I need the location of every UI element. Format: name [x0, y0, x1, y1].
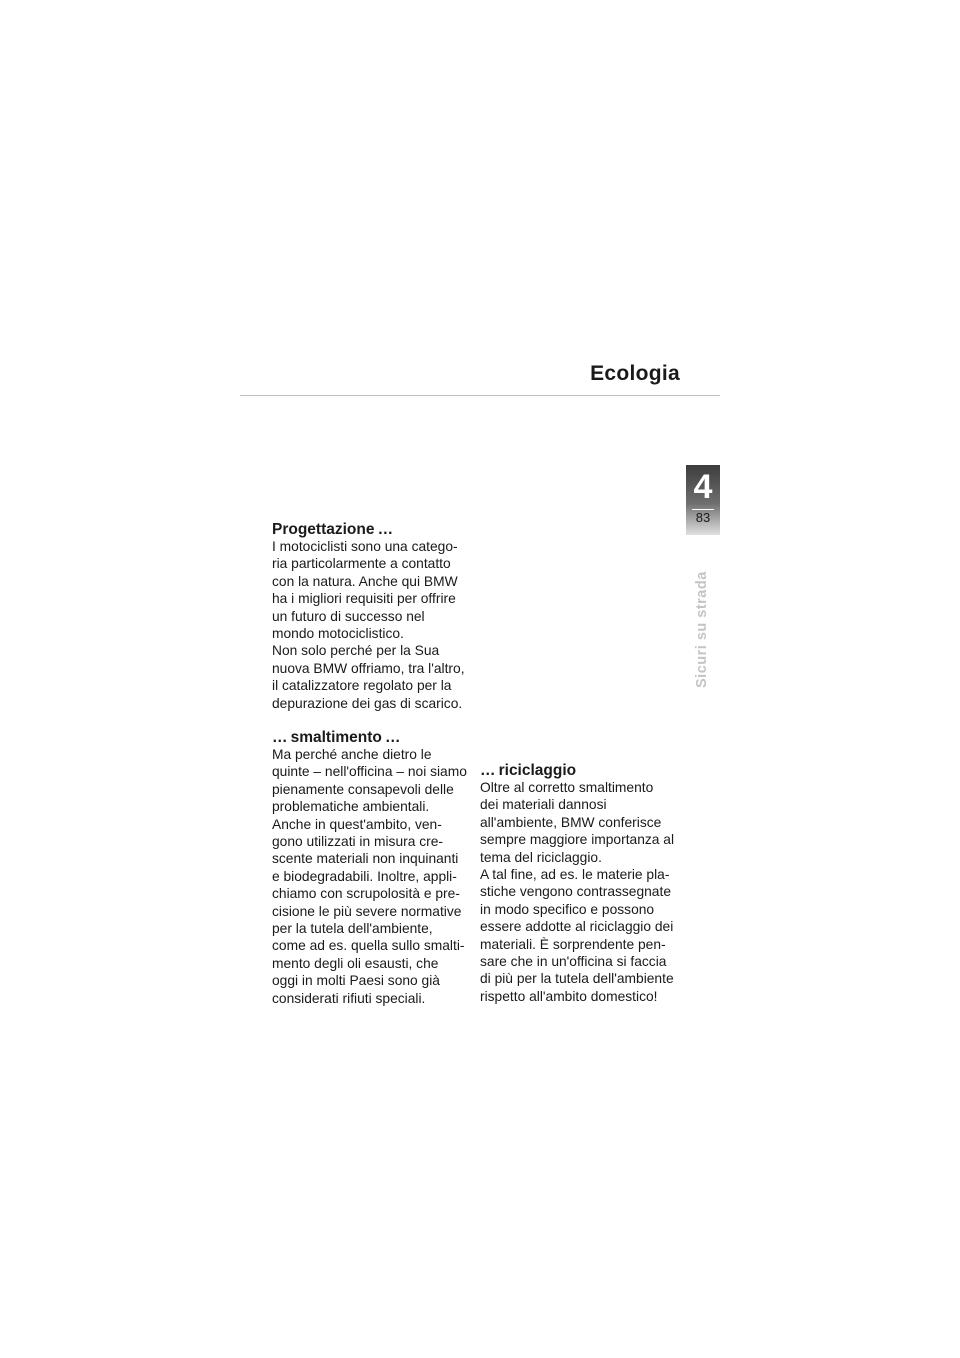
body-line: I motociclisti sono una catego- — [272, 539, 458, 554]
section-progettazione — [272, 521, 486, 712]
body-line: chiamo con scrupolosità e pre- — [272, 886, 460, 902]
body-line: quinte – nell'officina – noi siamo — [272, 764, 467, 780]
body-line: oggi in molti Paesi sono già — [272, 973, 440, 989]
body-line: ha i migliori requisiti per offrire — [272, 591, 456, 607]
page-number: 83 — [695, 510, 711, 525]
chapter-side-label: Sicuri su strada — [694, 571, 710, 688]
body-line: Oltre al corretto smaltimento — [480, 780, 654, 795]
body-line: problematiche ambientali. — [272, 799, 430, 815]
body-line: in modo specifico e possono — [480, 901, 655, 917]
body-line: il catalizzatore regolato per la — [272, 678, 452, 694]
body-line: per la tutela dell'ambiente, — [272, 921, 433, 937]
section-heading: … riciclaggio — [480, 762, 577, 779]
body-line: nuova BMW offriamo, tra l'altro, — [272, 660, 465, 676]
body-line: gono utilizzati in misura cre- — [272, 834, 443, 850]
chapter-tab — [686, 465, 720, 535]
body-line: all'ambiente, BMW conferisce — [480, 814, 662, 830]
body-line: materiali. È sorprendente pen- — [480, 936, 666, 952]
section-smaltimento — [272, 729, 486, 1007]
body-line: essere addotte al riciclaggio dei — [480, 919, 674, 935]
title-divider — [240, 395, 720, 396]
body-line: ria particolarmente a contatto — [272, 556, 451, 572]
page-title: Ecologia — [590, 362, 680, 385]
body-line: stiche vengono contrassegnate — [480, 884, 671, 900]
body-line: Anche in quest'ambito, ven- — [272, 816, 442, 832]
body-line: cisione le più severe normative — [272, 903, 462, 919]
section-body — [272, 538, 486, 712]
body-line: di più per la tutela dell'ambiente — [480, 971, 674, 987]
body-line: come ad es. quella sullo smalti- — [272, 938, 465, 954]
section-heading: Progettazione … — [272, 521, 394, 538]
body-line: sare che in un'officina si faccia — [480, 954, 667, 970]
body-line: dei materiali dannosi — [480, 797, 607, 813]
section-heading: … smaltimento … — [272, 729, 401, 746]
body-line: A tal fine, ad es. le materie pla- — [480, 867, 670, 883]
body-line: Ma perché anche dietro le — [272, 747, 432, 762]
section-body — [480, 779, 694, 1005]
body-line: e biodegradabili. Inoltre, appli- — [272, 868, 457, 884]
section-body — [272, 746, 486, 1007]
body-line: considerati rifiuti speciali. — [272, 990, 426, 1006]
body-line: Non solo perché per la Sua — [272, 643, 440, 659]
body-line: sempre maggiore importanza al — [480, 832, 675, 848]
body-line: tema del riciclaggio. — [480, 849, 602, 865]
body-line: un futuro di successo nel — [272, 608, 425, 624]
body-line: mondo motociclistico. — [272, 626, 404, 642]
body-line: con la natura. Anche qui BMW — [272, 573, 458, 589]
body-line: rispetto all'ambito domestico! — [480, 988, 658, 1004]
section-riciclaggio — [480, 762, 694, 1005]
body-line: scente materiali non inquinanti — [272, 851, 459, 867]
body-line: depurazione dei gas di scarico. — [272, 695, 463, 711]
body-line: mento degli oli esausti, che — [272, 955, 439, 971]
body-line: pienamente consapevoli delle — [272, 781, 454, 797]
chapter-number: 4 — [693, 468, 713, 506]
